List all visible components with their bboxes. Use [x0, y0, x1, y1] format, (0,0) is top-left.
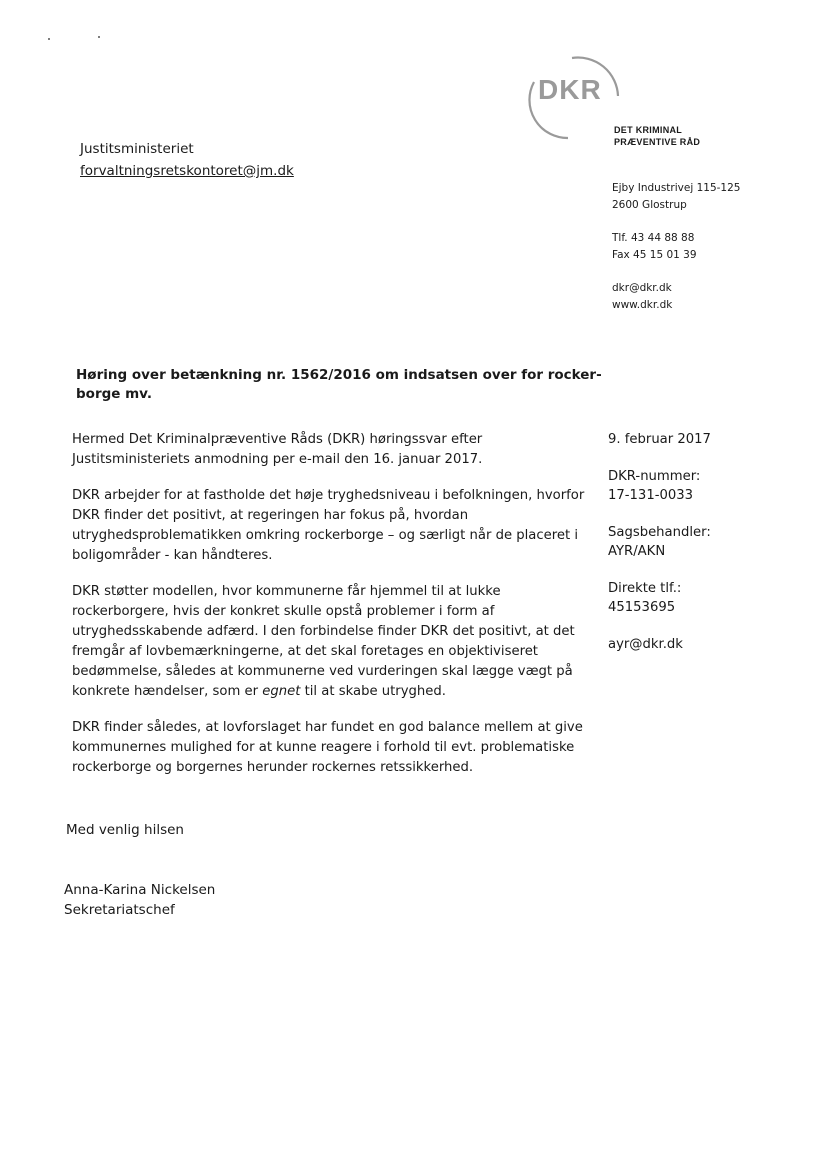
organization-line-1: DET KRIMINAL	[614, 125, 683, 135]
body-paragraph-3	[72, 582, 587, 702]
case-handler-label: Sagsbehandler:	[608, 525, 711, 540]
fax-number: Fax 45 15 01 39	[612, 249, 697, 261]
handler-email: ayr@dkr.dk	[608, 637, 683, 652]
recipient-block	[80, 138, 294, 182]
signature-title: Sekretariatschef	[64, 902, 175, 918]
letter-subject: Høring over betænkning nr. 1562/2016 om indsatsen over for rockerborge mv.	[76, 367, 602, 402]
body-paragraph-3-part-1: DKR støtter modellen, hvor kommunerne får hjemmel til at lukke rockerborgere, hvis der konkret skulle opstå problemer i form af utryghedsskabende adfærd. I den forbindelse finder DKR det positivt, at det fremgår af lovbemærkningerne, at det skal foretages en objektiviseret bedømmelse, således at kommunerne ved vurderingen skal lægge vægt på konkrete hændelser, som er	[72, 584, 575, 699]
letter-meta	[608, 430, 711, 672]
dkr-number-block	[608, 467, 711, 505]
letter-body	[72, 430, 587, 794]
contact-email: dkr@dkr.dk	[612, 282, 672, 294]
organization-line-2: PRÆVENTIVE RÅD	[614, 137, 701, 147]
dkr-number-value: 17-131-0033	[608, 488, 694, 503]
case-handler-value: AYR/AKN	[608, 544, 666, 559]
signature-name: Anna-Karina Nickelsen	[64, 882, 216, 898]
body-paragraph-3-emphasis: egnet	[262, 684, 301, 699]
signature-block	[64, 880, 215, 920]
closing-greeting: Med venlig hilsen	[66, 822, 184, 838]
contact-website: www.dkr.dk	[612, 299, 673, 311]
address-line-1: Ejby Industrivej 115-125	[612, 182, 741, 194]
direct-phone-block	[608, 579, 711, 617]
body-paragraph-2: DKR arbejder for at fastholde det høje tryghedsniveau i befolkningen, hvorfor DKR finder det positivt, at regeringen har fokus på, hvordan utryghedsproblematikken omkring rockerborge – og særligt når de placeret i boligområder - kan håndteres.	[72, 488, 585, 563]
letter-date: 9. februar 2017	[608, 432, 711, 447]
direct-phone-label: Direkte tlf.:	[608, 581, 682, 596]
address-line-2: 2600 Glostrup	[612, 199, 687, 211]
recipient-email-link[interactable]: forvaltningsretskontoret@jm.dk	[80, 163, 294, 179]
phone-number: Tlf. 43 44 88 88	[612, 232, 695, 244]
organization-name	[614, 124, 700, 148]
body-paragraph-1: Hermed Det Kriminalpræventive Råds (DKR) høringssvar efter Justitsministeriets anmodning per e-mail den 16. januar 2017.	[72, 432, 483, 467]
scan-speck	[48, 38, 50, 40]
case-handler-block	[608, 523, 711, 561]
body-paragraph-3-part-2: til at skabe utryghed.	[300, 684, 446, 699]
dkr-number-label: DKR-nummer:	[608, 469, 701, 484]
scan-speck	[98, 36, 100, 38]
direct-phone-value: 45153695	[608, 600, 676, 615]
recipient-name: Justitsministeriet	[80, 141, 194, 157]
body-paragraph-4: DKR finder således, at lovforslaget har fundet en god balance mellem at give kommunernes mulighed for at kunne reagere i forhold til evt. problematiske rockerborge og borgernes herunder rockernes retssikkerhed.	[72, 720, 583, 775]
contact-block	[612, 180, 740, 314]
logo-text: DKR	[538, 74, 602, 105]
